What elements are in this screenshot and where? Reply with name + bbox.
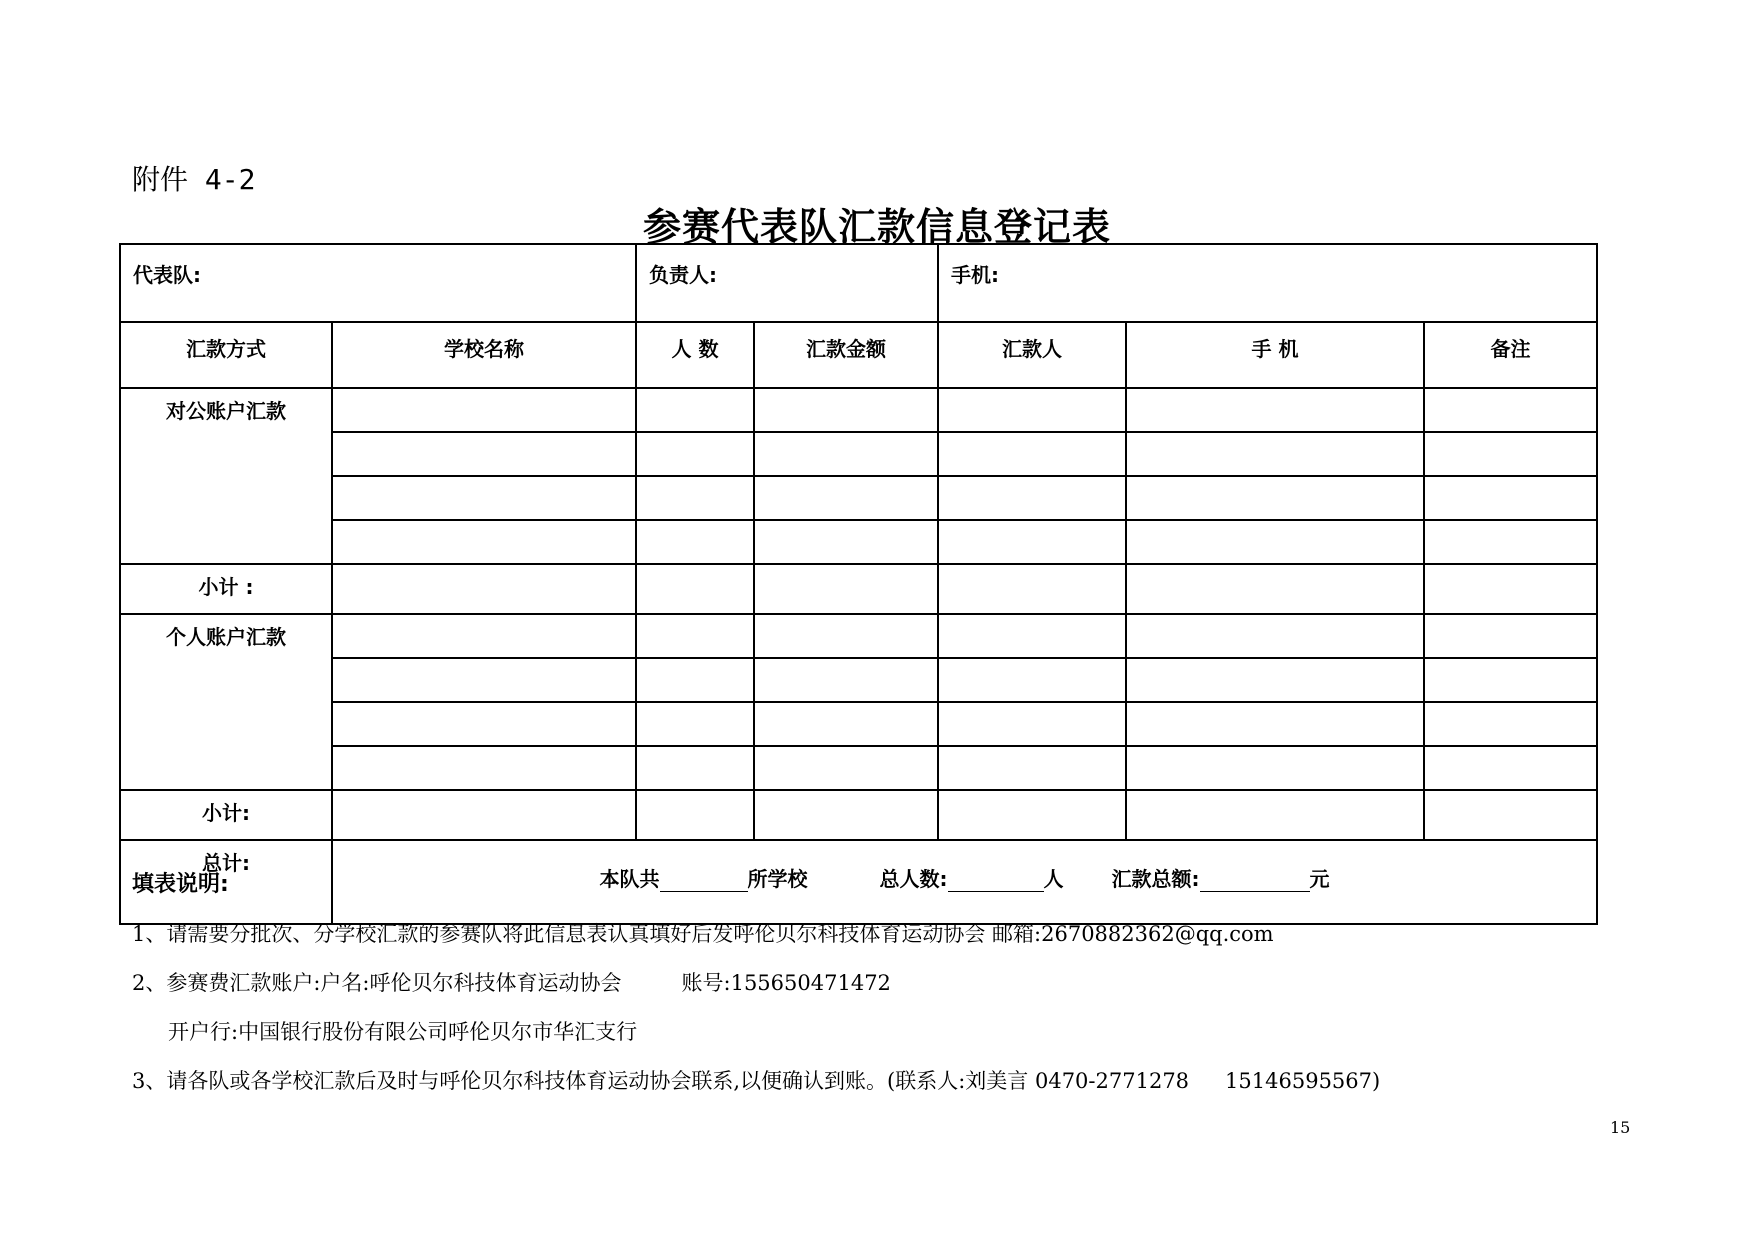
subtotal-row xyxy=(120,564,1597,614)
table-cell[interactable] xyxy=(1126,746,1424,790)
subtotal-row xyxy=(120,790,1597,840)
table-cell[interactable] xyxy=(1424,432,1597,476)
page-title: 参赛代表队汇款信息登记表 xyxy=(642,205,1111,249)
registration-table xyxy=(119,243,1598,925)
table-cell[interactable] xyxy=(332,614,636,658)
note-line-1: 1、请需要分批次、分学校汇款的参赛队将此信息表认真填好后发呼伦贝尔科技体育运动协会 邮箱:2670882362@qq.com xyxy=(132,922,1274,946)
table-cell[interactable] xyxy=(1126,520,1424,564)
table-cell[interactable] xyxy=(636,432,754,476)
table-cell[interactable] xyxy=(636,520,754,564)
info-row xyxy=(120,244,1597,322)
table-row xyxy=(120,614,1597,658)
note-account-name: 2、参赛费汇款账户:户名:呼伦贝尔科技体育运动协会 xyxy=(132,971,622,995)
table-cell[interactable] xyxy=(332,520,636,564)
phone-label: 手机: xyxy=(951,263,999,287)
table-cell[interactable] xyxy=(754,614,938,658)
public-account-label: 对公账户汇款 xyxy=(120,388,332,564)
table-cell[interactable] xyxy=(332,432,636,476)
subtotal-label: 小计: xyxy=(120,790,332,840)
header-cell: 汇款方式 xyxy=(120,322,332,388)
leader-field[interactable] xyxy=(636,244,938,322)
table-cell[interactable] xyxy=(938,746,1126,790)
table-row xyxy=(120,658,1597,702)
table-cell[interactable] xyxy=(754,790,938,840)
table-cell[interactable] xyxy=(1126,432,1424,476)
attachment-label: 附件 4-2 xyxy=(132,163,256,196)
table-cell[interactable] xyxy=(332,658,636,702)
table-cell[interactable] xyxy=(636,564,754,614)
table-cell[interactable] xyxy=(1424,702,1597,746)
table-row xyxy=(120,388,1597,432)
header-cell: 汇款人 xyxy=(938,322,1126,388)
table-cell[interactable] xyxy=(1126,790,1424,840)
table-cell[interactable] xyxy=(938,432,1126,476)
leader-label: 负责人: xyxy=(649,263,717,287)
table-cell[interactable] xyxy=(636,790,754,840)
team-label: 代表队: xyxy=(133,263,201,287)
table-cell[interactable] xyxy=(938,702,1126,746)
total-text-school: 所学校 xyxy=(747,867,808,891)
table-cell[interactable] xyxy=(1424,790,1597,840)
note-line-2 xyxy=(132,959,1380,1008)
header-cell: 人 数 xyxy=(636,322,754,388)
table-cell[interactable] xyxy=(1126,614,1424,658)
total-text-currency: 元 xyxy=(1309,867,1330,891)
table-cell[interactable] xyxy=(1424,564,1597,614)
note-contact: 3、请各队或各学校汇款后及时与呼伦贝尔科技体育运动协会联系,以便确认到账。(联系人:刘美言 0470-2771278 xyxy=(132,1069,1190,1093)
table-cell[interactable] xyxy=(1424,476,1597,520)
table-cell[interactable] xyxy=(332,702,636,746)
table-cell[interactable] xyxy=(332,564,636,614)
total-text-team: 本队共 xyxy=(599,867,660,891)
table-cell[interactable] xyxy=(938,520,1126,564)
table-row xyxy=(120,520,1597,564)
table-cell[interactable] xyxy=(1424,520,1597,564)
header-row xyxy=(120,322,1597,388)
note-line-4 xyxy=(132,1057,1380,1106)
subtotal-label: 小计 : xyxy=(120,564,332,614)
table-cell[interactable] xyxy=(754,702,938,746)
table-cell[interactable] xyxy=(1126,388,1424,432)
table-cell[interactable] xyxy=(1126,702,1424,746)
table-cell[interactable] xyxy=(938,790,1126,840)
header-cell: 汇款金额 xyxy=(754,322,938,388)
total-label: 总计: xyxy=(120,840,332,924)
table-row xyxy=(120,476,1597,520)
header-cell: 备注 xyxy=(1424,322,1597,388)
page-number: 15 xyxy=(1610,1118,1631,1137)
personal-account-label: 个人账户汇款 xyxy=(120,614,332,790)
table-cell[interactable] xyxy=(754,746,938,790)
note-account-number: 账号:155650471472 xyxy=(681,971,891,995)
table-cell[interactable] xyxy=(938,476,1126,520)
table-cell[interactable] xyxy=(636,746,754,790)
note-line-3: 开户行:中国银行股份有限公司呼伦贝尔市华汇支行 xyxy=(168,1020,638,1044)
total-text-people: 总人数: xyxy=(879,867,948,891)
table-cell[interactable] xyxy=(636,658,754,702)
header-cell: 学校名称 xyxy=(332,322,636,388)
table-row xyxy=(120,746,1597,790)
total-text-person-unit: 人 xyxy=(1043,867,1064,891)
header-cell: 手 机 xyxy=(1126,322,1424,388)
table-cell[interactable] xyxy=(1126,564,1424,614)
table-cell[interactable] xyxy=(938,564,1126,614)
table-cell[interactable] xyxy=(754,564,938,614)
table-cell[interactable] xyxy=(1126,658,1424,702)
table-cell[interactable] xyxy=(636,388,754,432)
table-cell[interactable] xyxy=(332,388,636,432)
table-cell[interactable] xyxy=(938,388,1126,432)
table-cell[interactable] xyxy=(332,746,636,790)
table-cell[interactable] xyxy=(754,476,938,520)
table-cell[interactable] xyxy=(332,476,636,520)
table-cell[interactable] xyxy=(1424,388,1597,432)
notes-heading: 填表说明: xyxy=(132,872,229,897)
table-cell[interactable] xyxy=(1126,476,1424,520)
table-cell[interactable] xyxy=(332,790,636,840)
table-cell[interactable] xyxy=(636,614,754,658)
table-cell[interactable] xyxy=(754,658,938,702)
table-cell[interactable] xyxy=(754,388,938,432)
total-text-amount: 汇款总额: xyxy=(1111,867,1200,891)
phone-field[interactable] xyxy=(938,244,1597,322)
table-cell[interactable] xyxy=(1424,614,1597,658)
table-cell[interactable] xyxy=(1424,658,1597,702)
table-cell[interactable] xyxy=(938,614,1126,658)
notes-section xyxy=(132,870,1380,1106)
table-row xyxy=(120,702,1597,746)
table-cell[interactable] xyxy=(1424,746,1597,790)
table-cell[interactable] xyxy=(754,520,938,564)
table-cell[interactable] xyxy=(938,658,1126,702)
table-cell[interactable] xyxy=(636,476,754,520)
note-contact-mobile: 15146595567) xyxy=(1225,1069,1381,1093)
table-row xyxy=(120,432,1597,476)
table-cell[interactable] xyxy=(636,702,754,746)
team-field[interactable] xyxy=(120,244,636,322)
table-cell[interactable] xyxy=(754,432,938,476)
